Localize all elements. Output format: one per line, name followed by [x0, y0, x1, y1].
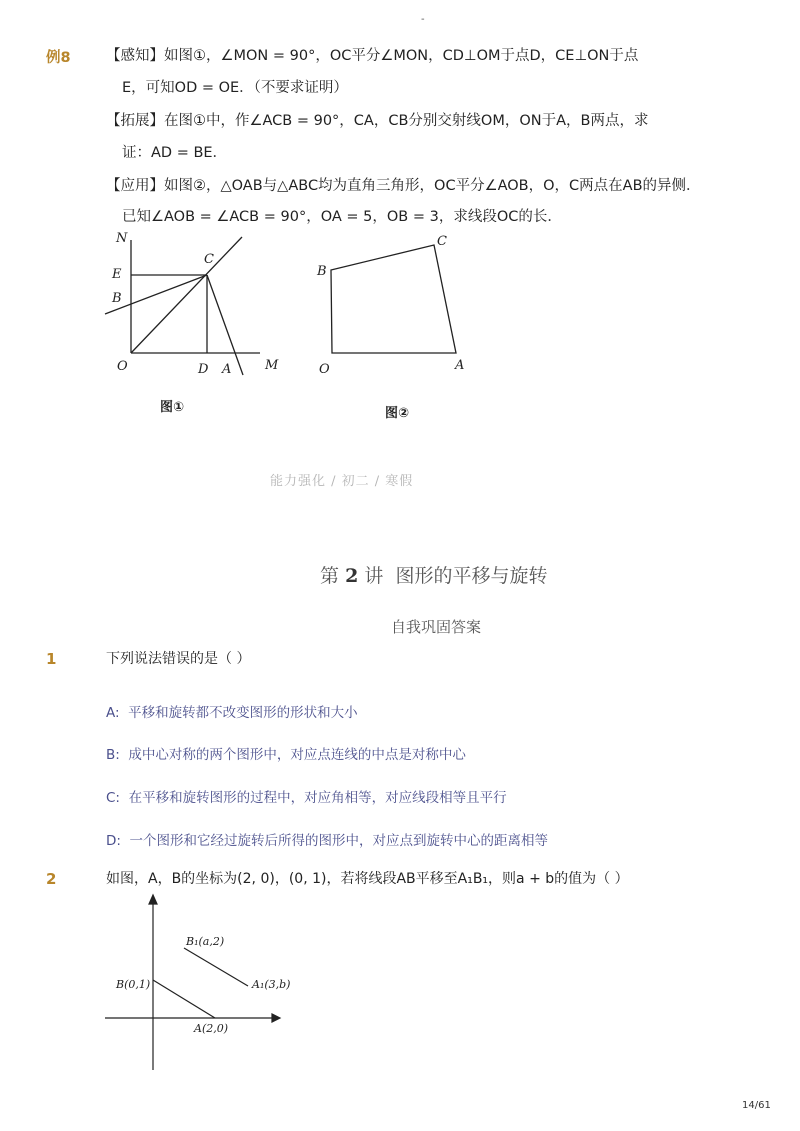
option-key: A:	[106, 705, 120, 721]
label-a: A(2,0)	[194, 1022, 229, 1035]
label-o: O	[117, 359, 128, 374]
perceive-line-2: E，可知OD = OE．（不要求证明）	[122, 80, 348, 96]
figure-1	[100, 225, 300, 415]
header-mark: -	[421, 14, 425, 25]
lecture-name: 图形的平移与旋转	[395, 565, 548, 587]
option-a[interactable]	[106, 701, 358, 721]
lecture-suffix: 讲	[364, 565, 384, 587]
perceive-paragraph	[106, 46, 638, 66]
question-1-number: 1	[46, 650, 57, 668]
quadrilateral-oacb	[331, 245, 456, 353]
label-m: M	[265, 358, 279, 373]
extend-paragraph	[106, 111, 648, 131]
option-text: 在平移和旋转图形的过程中，对应角相等，对应线段相等且平行	[128, 790, 507, 806]
perceive-label: 【感知】	[106, 48, 164, 64]
label-a: A	[455, 358, 465, 373]
page-number: 14/61	[742, 1100, 771, 1111]
apply-line-1: 如图②，△OAB与△ABC均为直角三角形，OC平分∠AOB，O，C两点在AB的异侧．	[164, 178, 701, 194]
apply-paragraph	[106, 176, 701, 196]
lecture-prefix: 第	[320, 565, 340, 587]
lecture-title	[320, 561, 547, 588]
bisector-oc	[131, 237, 242, 353]
question-2-stem: 如图，A，B的坐标为(2, 0)，(0, 1)，若将线段AB平移至A₁B₁，则a + b的值为（ ）	[106, 871, 629, 887]
question-1-stem: 下列说法错误的是（ ）	[106, 651, 251, 667]
label-o: O	[319, 362, 330, 377]
label-b: B	[317, 264, 327, 279]
option-text: 成中心对称的两个图形中，对应点连线的中点是对称中心	[128, 747, 466, 763]
figure-2-caption: 图②	[385, 406, 410, 421]
option-key: D:	[106, 833, 121, 849]
option-key: C:	[106, 790, 120, 806]
option-c[interactable]	[106, 786, 507, 806]
x-axis-arrow	[272, 1014, 280, 1022]
extend-line-1: 在图①中，作∠ACB = 90°，CA，CB分别交射线OM，ON于A，B两点，求	[164, 113, 649, 129]
option-b[interactable]	[106, 743, 466, 763]
figure-1-caption: 图①	[160, 400, 185, 415]
label-b1: B₁(a,2)	[186, 935, 225, 948]
label-e: E	[112, 267, 122, 282]
option-d[interactable]	[106, 829, 548, 849]
label-d: D	[198, 362, 209, 377]
label-n: N	[116, 231, 128, 246]
example-tag: 例8	[46, 50, 71, 66]
apply-label: 【应用】	[106, 178, 164, 194]
apply-line-2: 已知∠AOB = ∠ACB = 90°，OA = 5，OB = 3，求线段OC的长．	[122, 209, 562, 225]
question-2-figure	[100, 888, 300, 1078]
label-c: C	[437, 234, 447, 249]
segment-ab	[153, 980, 215, 1018]
label-b: B	[112, 291, 122, 306]
option-text: 一个图形和它经过旋转后所得的图形中，对应点到旋转中心的距离相等	[129, 833, 549, 849]
line-ca	[207, 275, 243, 375]
perceive-line-1: 如图①，∠MON = 90°，OC平分∠MON，CD⊥OM于点D，CE⊥ON于点	[164, 48, 639, 64]
section-title: 自我巩固答案	[391, 618, 482, 636]
figure-2	[310, 225, 480, 385]
lecture-number: 2	[345, 565, 359, 587]
segment-a1b1	[184, 948, 248, 986]
question-2-number: 2	[46, 870, 57, 888]
extend-line-2: 证：AD = BE．	[122, 145, 228, 161]
label-a: A	[222, 362, 232, 377]
y-axis-arrow	[149, 895, 157, 904]
series-footer: 能力强化 / 初二 / 寒假	[270, 474, 414, 489]
label-c: C	[204, 252, 214, 267]
label-a1: A₁(3,b)	[252, 978, 291, 991]
label-b: B(0,1)	[116, 978, 151, 991]
extend-label: 【拓展】	[106, 113, 164, 129]
option-key: B:	[106, 747, 120, 763]
option-text: 平移和旋转都不改变图形的形状和大小	[128, 705, 358, 721]
